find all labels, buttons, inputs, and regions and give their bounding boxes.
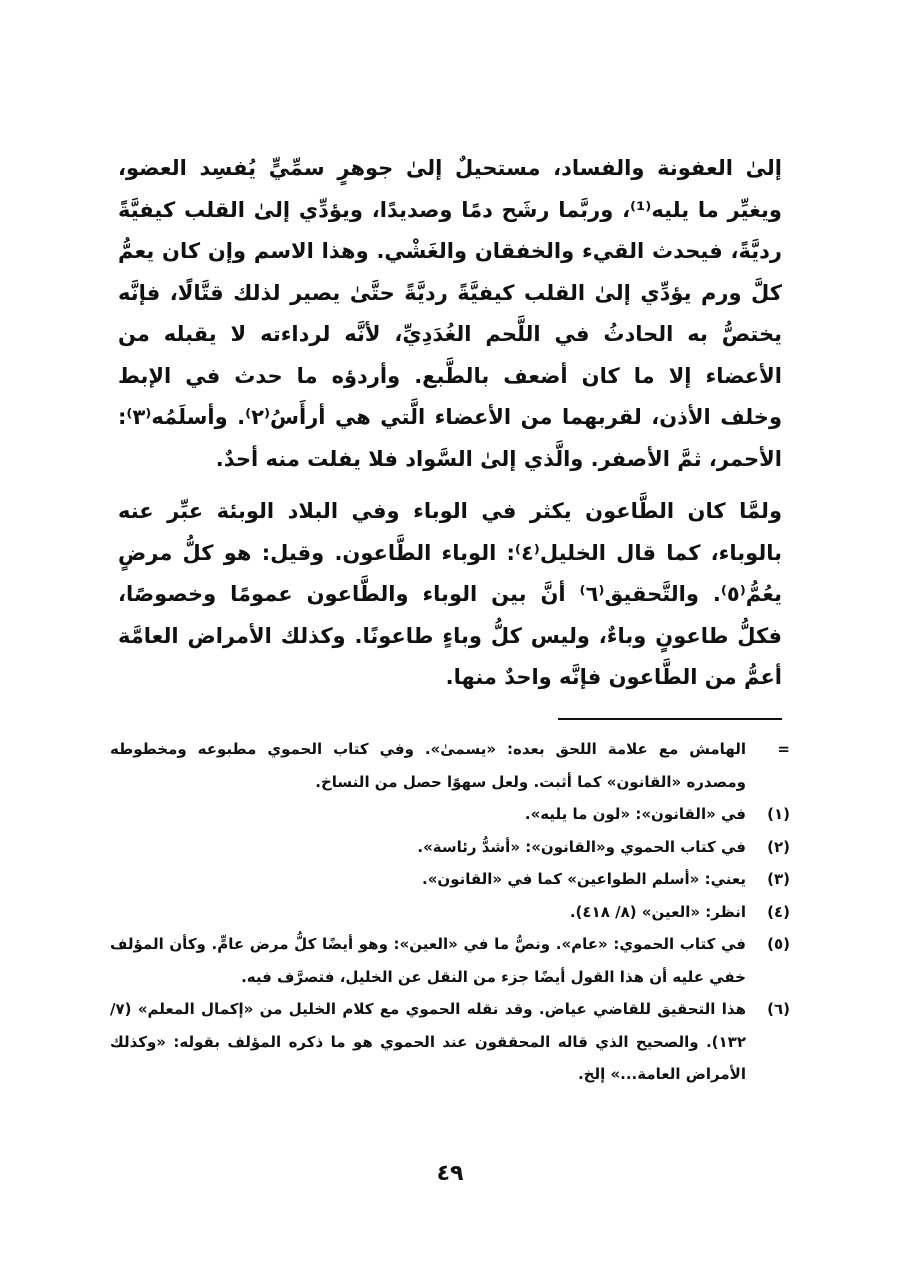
- footnote-2: [110, 831, 790, 864]
- footnote-text: انظر: «العين» (٨/ ٤١٨).: [569, 902, 746, 921]
- footnote-4: [110, 896, 790, 929]
- paragraph-2: ولمَّا كان الطَّاعون يكثر في الوباء وفي البلاد الوبئة عبِّر عنه بالوباء، كما قال الخليل⁽٤⁾: الوباء الطَّاعون. وقيل: هو كلُّ مرضٍ يعُمُّ⁽٥⁾. والتَّحقيق⁽٦⁾ أنَّ بين الوباء والطَّاعون عمومًا وخصوصًا، فكلُّ طاعونٍ وباءٌ، وليس كلُّ وباءٍ طاعونًا. وكذلك الأمراض العامَّة أعمُّ من الطَّاعون فإنَّه واحدٌ منها.: [118, 499, 782, 689]
- footnote-text: في «القانون»: «لون ما يليه».: [524, 805, 746, 823]
- footnote-separator: [558, 718, 782, 720]
- footnote-continuation: [110, 733, 790, 798]
- footnote-mark: (٢): [767, 837, 790, 856]
- footnote-mark: (١): [767, 805, 790, 823]
- footnote-mark: =: [777, 740, 790, 758]
- page-number: ٤٩: [436, 1161, 464, 1186]
- footnote-text: الهامش مع علامة اللحق بعده: «يسمىٰ». وفي كتاب الحموي مطبوعه ومخطوطه ومصدره «القانون» كما أثبت. ولعل سهوًا حصل من النساخ.: [110, 740, 746, 791]
- footnote-text: في كتاب الحموي و«القانون»: «أشدُّ رئاسة».: [417, 837, 746, 856]
- paragraph-1: إلىٰ العفونة والفساد، مستحيلٌ إلىٰ جوهرٍ سمِّيٍّ يُفسِد العضو، ويغيِّر ما يليه⁽¹⁾، وربَّما رشَح دمًا وصديدًا، ويؤدِّي إلىٰ القلب كيفيَّةً رديَّةً، فيحدث القيء والخفقان والغَشْي. وهذا الاسم وإن كان يعمُّ كلَّ ورم يؤدِّي إلىٰ القلب كيفيَّةً رديَّةً حتَّىٰ يصير لذلك قتَّالًا، فإنَّه يختصُّ به الحادثُ في اللَّحم الغُدَدِيِّ، لأنَّه لرداءته لا يقبله من الأعضاء إلا ما كان أضعف بالطَّبع. وأردؤه ما حدث في الإبط وخلف الأذن، لقربهما من الأعضاء الَّتي هي أرأَسُ⁽٢⁾. وأسلَمُه⁽٣⁾: الأحمر، ثمَّ الأصفر. والَّذي إلىٰ السَّواد فلا يفلت منه أحدٌ.: [118, 156, 782, 471]
- footnote-mark: (٦): [767, 1000, 790, 1018]
- footnote-mark: (٤): [767, 902, 790, 921]
- footnote-mark: (٥): [767, 935, 790, 953]
- footnote-5: [110, 928, 790, 993]
- footnote-1: [110, 798, 790, 831]
- footnote-text: في كتاب الحموي: «عام». ونصُّ ما في «العين»: وهو أيضًا كلُّ مرض عامٍّ. وكأن المؤلف خفي عليه أن هذا القول أيضًا جزء من النقل عن الخليل، فتصرَّف فيه.: [110, 935, 746, 986]
- footnote-mark: (٣): [767, 870, 790, 888]
- footnotes: [110, 733, 790, 1091]
- footnote-text: هذا التحقيق للقاضي عياض. وقد نقله الحموي مع كلام الخليل من «إكمال المعلم» (٧/ ١٣٢). والصحيح الذي قاله المحققون عند الحموي هو ما ذكره المؤلف بقوله: «وكذلك الأمراض العامة...» إلخ.: [110, 1000, 746, 1083]
- footnote-text: يعني: «أسلم الطواعين» كما في «القانون».: [422, 870, 746, 888]
- footnote-6: [110, 993, 790, 1091]
- footnote-3: [110, 863, 790, 896]
- main-text: [118, 148, 782, 699]
